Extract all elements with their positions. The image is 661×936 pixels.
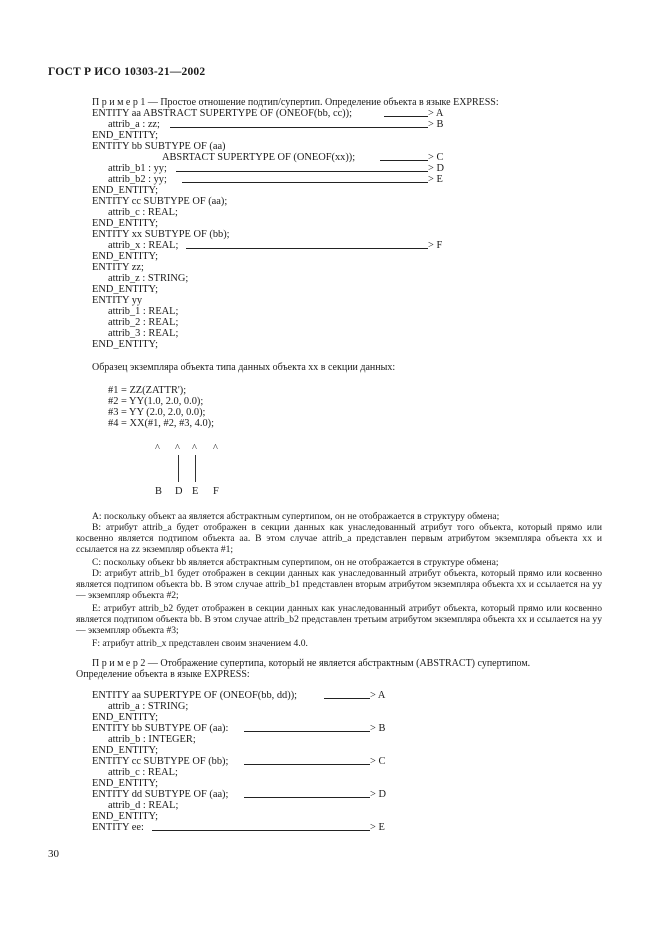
code-line: attrib_a : zz; [108,119,160,130]
example2-intro-line2: Определение объекта в языке EXPRESS: [76,669,250,680]
code-line: ENTITY cc SUBTYPE OF (bb); [92,756,229,767]
marker-b: > B [370,723,386,734]
instance-line: #1 = ZZ(ZATTR'); [108,385,187,396]
arrow-line [182,182,428,183]
code-line: ENTITY ee: [92,822,144,833]
instance-line: #3 = YY (2.0, 2.0, 0.0); [108,407,206,418]
arrow-line [324,698,370,699]
arrow-line [244,764,370,765]
code-line: END_ENTITY; [92,339,158,350]
code-line: ENTITY cc SUBTYPE OF (aa); [92,196,228,207]
instance-line: #2 = YY(1.0, 2.0, 0.0); [108,396,204,407]
note-f: F: атрибут attrib_x представлен своим значением 4.0. [92,638,308,649]
caret: ^ [192,443,197,454]
code-line: END_ENTITY; [92,778,158,789]
example1-intro: П р и м е р 1 — Простое отношение подтип/супертип. Определение объекта в языке EXPRESS: [92,97,499,108]
marker-c: > C [428,152,444,163]
arrow-line [170,127,428,128]
code-line: END_ENTITY; [92,811,158,822]
arrow-line [186,248,428,249]
marker-f: > F [428,240,443,251]
code-line: END_ENTITY; [92,745,158,756]
code-line: END_ENTITY; [92,218,158,229]
code-line: attrib_x : REAL; [108,240,179,251]
instance-intro: Образец экземпляра объекта типа данных объекта xx в секции данных: [92,362,396,373]
connector-line [178,455,179,482]
arrow-line [176,171,428,172]
code-line: attrib_b2 : yy; [108,174,167,185]
code-line: END_ENTITY; [92,130,158,141]
code-line: ENTITY aa ABSTRACT SUPERTYPE OF (ONEOF(bb, cc)); [92,108,352,119]
note-c: C: поскольку объекr bb является абстрактным супертипом, он не отображается в структуре обмена; [92,557,499,568]
code-line: END_ENTITY; [92,185,158,196]
code-line: attrib_b : INTEGER; [108,734,196,745]
code-line: attrib_b1 : yy; [108,163,167,174]
code-line: ENTITY bb SUBTYPE OF (aa) [92,141,226,152]
diagram-label: B [155,486,162,497]
instance-line: #4 = XX(#1, #2, #3, 4.0); [108,418,215,429]
marker-c: > C [370,756,386,767]
connector-line [195,455,196,482]
code-line: ENTITY aa SUPERTYPE OF (ONEOF(bb, dd)); [92,690,298,701]
example2-intro-line1: П р и м е р 2 — Отображение супертипа, который не является абстрактным (ABSTRACT) супертипом. [92,658,531,669]
diagram-label: F [213,486,219,497]
arrow-line [244,797,370,798]
code-line: END_ENTITY; [92,251,158,262]
code-line: ENTITY dd SUBTYPE OF (aa); [92,789,229,800]
code-line: attrib_a : STRING; [108,701,189,712]
marker-a: > A [428,108,444,119]
code-line: attrib_3 : REAL; [108,328,179,339]
note-d: D: атрибут attrib_b1 будет отображен в секции данных как унаследованный атрибут объекта, который прямо или косвенно является подтипом объекта bb. В этом случае attrib_b1 представлен вторым атрибутом экземпляра объекта xx и ссылается на yy — экземпляр объекта #2; [76,568,602,601]
marker-e: > E [370,822,385,833]
code-line: attrib_c : REAL; [108,207,178,218]
caret: ^ [213,443,218,454]
code-line: END_ENTITY; [92,712,158,723]
caret: ^ [155,443,160,454]
code-line: ENTITY xx SUBTYPE OF (bb); [92,229,230,240]
arrow-line [244,731,370,732]
code-line: attrib_2 : REAL; [108,317,179,328]
page-number: 30 [48,848,59,860]
marker-a: > A [370,690,386,701]
code-line: ENTITY zz; [92,262,144,273]
note-a: A: поскольку объект aa является абстрактным супертипом, он не отображается в структуру обмена; [92,511,500,522]
marker-e: > E [428,174,443,185]
diagram-label: E [192,486,199,497]
code-line: attrib_d : REAL; [108,800,179,811]
arrow-line [152,830,370,831]
note-e: E: атрибут attrib_b2 будет отображен в секции данных как унаследованный атрибут объекта, который прямо или косвенно является подтипом объекта bb. В этом случае attrib_b2 представлен третьим атрибутом экземпляра объекта xx и ссылается на yy — экземпляр объекта #3; [76,603,602,636]
marker-d: > D [370,789,386,800]
marker-d: > D [428,163,444,174]
note-b: B: атрибут attrib_a будет отображен в секции данных как унаследованный атрибут того объекта, который прямо или косвенно является подтипом объекта aa. В этом случае attrib_a представлен первым атрибутом экземпляра объекта xx и ссылается на zz экземпляр объекта #1; [76,522,602,555]
code-line: END_ENTITY; [92,284,158,295]
arrow-line [380,160,428,161]
code-line: attrib_c : REAL; [108,767,178,778]
code-line: ABSRTACT SUPERTYPE OF (ONEOF(xx)); [162,152,356,163]
code-line: ENTITY yy [92,295,143,306]
code-line: ENTITY bb SUBTYPE OF (aa): [92,723,229,734]
code-line: attrib_1 : REAL; [108,306,179,317]
document-header: ГОСТ Р ИСО 10303-21—2002 [48,66,206,78]
code-line: attrib_z : STRING; [108,273,189,284]
diagram-label: D [175,486,183,497]
caret: ^ [175,443,180,454]
arrow-line [384,116,428,117]
marker-b: > B [428,119,444,130]
